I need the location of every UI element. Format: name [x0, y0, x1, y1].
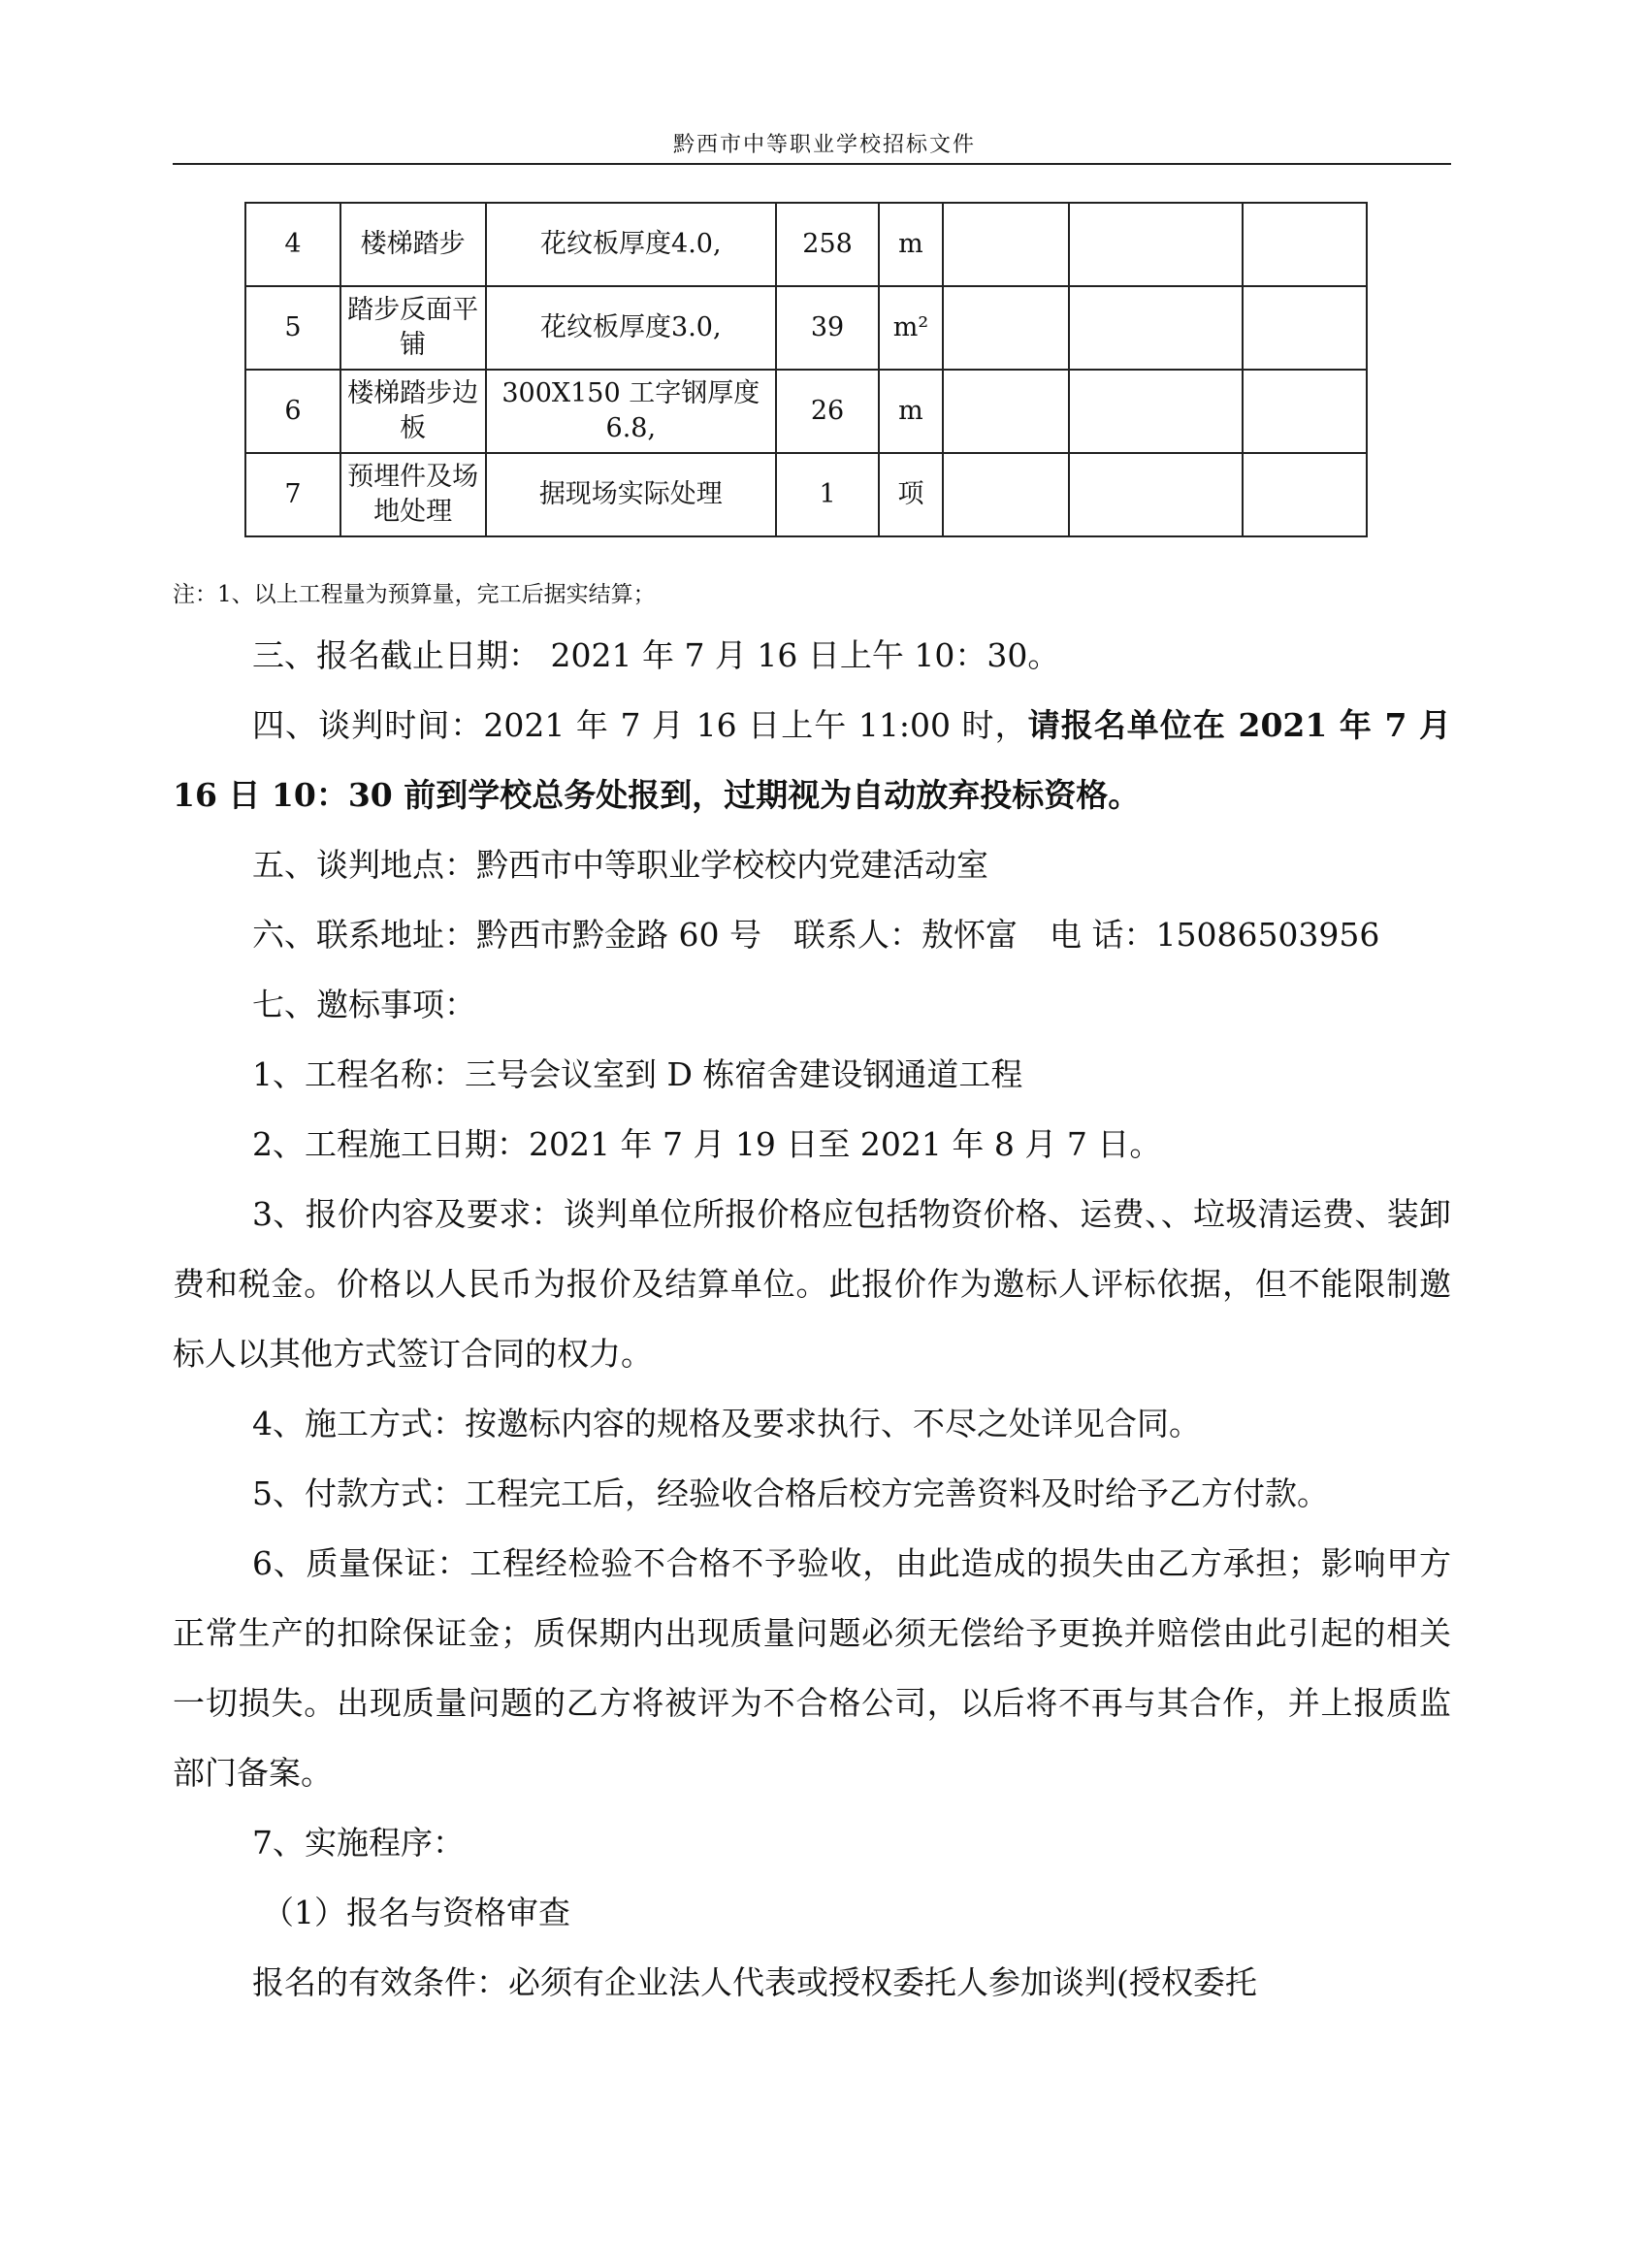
spec-cell: 据现场实际处理 [486, 453, 777, 536]
registration-qualification-heading: （1）报名与资格审查 [262, 1894, 570, 1931]
quantity-cell: 258 [776, 203, 879, 286]
empty-cell [1243, 453, 1367, 536]
empty-cell [1069, 453, 1244, 536]
quantity-cell: 26 [776, 370, 879, 453]
table-row [245, 370, 1367, 453]
unit-cell: m [879, 370, 943, 453]
location-paragraph: 五、谈判地点：黔西市中等职业学校校内党建活动室 [252, 846, 988, 884]
empty-cell [1243, 203, 1367, 286]
row-number-cell: 4 [245, 203, 340, 286]
registration-instruction: 请报名单位在 2021 年 7 月 16 日 10：30 前到学校总务处报到，过期视为自动放弃投标资格。 [173, 706, 1451, 814]
unit-cell: m [879, 203, 943, 286]
empty-cell [1243, 286, 1367, 370]
empty-cell [1069, 203, 1244, 286]
item-name-cell: 楼梯踏步边板 [340, 370, 486, 453]
empty-cell [943, 370, 1069, 453]
construction-method-paragraph: 4、施工方式：按邀标内容的规格及要求执行、不尽之处详见合同。 [252, 1405, 1201, 1442]
table-row [245, 203, 1367, 286]
negotiation-time: 四、谈判时间：2021 年 7 月 16 日上午 11:00 时， [252, 706, 1028, 744]
empty-cell [1243, 370, 1367, 453]
row-number-cell: 6 [245, 370, 340, 453]
document-header-title: 黔西市中等职业学校招标文件 [672, 133, 976, 157]
quantity-cell: 1 [776, 453, 879, 536]
item-name-cell: 踏步反面平铺 [340, 286, 486, 370]
construction-date-paragraph: 2、工程施工日期：2021 年 7 月 19 日至 2021 年 8 月 7 日。 [252, 1125, 1162, 1163]
row-number-cell: 5 [245, 286, 340, 370]
registration-conditions-paragraph: 报名的有效条件：必须有企业法人代表或授权委托人参加谈判(授权委托 [252, 1963, 1257, 2001]
empty-cell [943, 203, 1069, 286]
negotiation-time-paragraph [173, 691, 1451, 830]
implementation-procedure-heading: 7、实施程序： [252, 1824, 465, 1862]
spec-cell: 300X150 工字钢厚度6.8, [486, 370, 777, 453]
empty-cell [1069, 370, 1244, 453]
item-name-cell: 预埋件及场地处理 [340, 453, 486, 536]
quantity-table [244, 202, 1368, 537]
empty-cell [943, 453, 1069, 536]
quality-guarantee-paragraph: 6、质量保证：工程经检验不合格不予验收，由此造成的损失由乙方承担；影响甲方正常生产的扣除保证金；质保期内出现质量问题必须无偿给予更换并赔偿由此引起的相关一切损失。出现质量问题的乙方将被评为不合格公司，以后将不再与其合作，并上报质监部门备案。 [173, 1544, 1451, 1792]
project-name-paragraph: 1、工程名称：三号会议室到 D 栋宿舍建设钢通道工程 [252, 1055, 1023, 1093]
spec-cell: 花纹板厚度4.0, [486, 203, 777, 286]
table-note: 注：1、以上工程量为预算量，完工后据实结算； [173, 582, 656, 607]
item-name-cell: 楼梯踏步 [340, 203, 486, 286]
invitation-matters-heading: 七、邀标事项： [252, 986, 476, 1023]
deadline-paragraph: 三、报名截止日期： 2021 年 7 月 16 日上午 10：30。 [252, 636, 1060, 674]
quantity-cell: 39 [776, 286, 879, 370]
table-row [245, 453, 1367, 536]
body-text [173, 621, 1451, 2018]
spec-cell: 花纹板厚度3.0, [486, 286, 777, 370]
unit-cell: m² [879, 286, 943, 370]
unit-cell: 项 [879, 453, 943, 536]
header-divider [173, 163, 1451, 165]
empty-cell [1069, 286, 1244, 370]
payment-method-paragraph: 5、付款方式：工程完工后，经验收合格后校方完善资料及时给予乙方付款。 [252, 1474, 1329, 1512]
row-number-cell: 7 [245, 453, 340, 536]
contact-paragraph: 六、联系地址：黔西市黔金路 60 号 联系人：敖怀富 电 话：15086503956 [252, 916, 1380, 954]
quotation-requirements-paragraph: 3、报价内容及要求：谈判单位所报价格应包括物资价格、运费、、垃圾清运费、装卸费和税金。价格以人民币为报价及结算单位。此报价作为邀标人评标依据，但不能限制邀标人以其他方式签订合同的权力。 [173, 1195, 1451, 1373]
empty-cell [943, 286, 1069, 370]
table-row [245, 286, 1367, 370]
